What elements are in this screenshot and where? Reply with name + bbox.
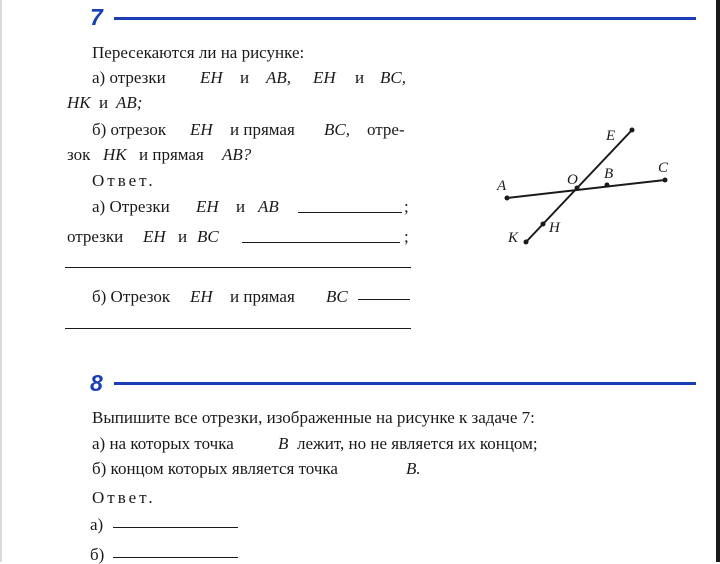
answer-blank-b[interactable] bbox=[113, 557, 238, 558]
answer-a2-prefix: отрезки bbox=[67, 227, 124, 246]
segment-EH: EH bbox=[190, 287, 213, 306]
answer-blank-a[interactable] bbox=[113, 527, 238, 528]
conj: и прямая bbox=[230, 120, 295, 139]
answer-a-prefix: а) Отрезки bbox=[92, 197, 170, 216]
task-7-a-prefix: а) отрезки bbox=[92, 68, 166, 87]
segment-HK: HK bbox=[103, 145, 127, 164]
point-H bbox=[541, 222, 546, 227]
point-K bbox=[524, 240, 529, 245]
segment-EH: EH bbox=[143, 227, 166, 246]
conj: и bbox=[99, 93, 109, 112]
hyphenated-word: отре- bbox=[367, 120, 405, 139]
point-A bbox=[505, 196, 510, 201]
task-8-line2-prefix: а) на которых точка bbox=[92, 434, 234, 453]
segment-AB: AB, bbox=[266, 68, 292, 87]
segment-EH: EH bbox=[200, 68, 223, 87]
line-AB: AB? bbox=[222, 145, 252, 164]
point-B-ref: B. bbox=[406, 459, 421, 478]
conj: и bbox=[240, 68, 250, 87]
task-7-number: 7 bbox=[90, 4, 103, 30]
answer-blank-a[interactable] bbox=[298, 212, 402, 213]
answer-blank-a2[interactable] bbox=[242, 242, 400, 243]
point-C bbox=[663, 178, 668, 183]
segment-EH: EH bbox=[313, 68, 336, 87]
segment-HK: HK bbox=[67, 93, 91, 112]
task-8-line2-suffix: лежит, но не является их концом; bbox=[297, 434, 538, 453]
segment-EH: EH bbox=[190, 120, 213, 139]
segment-BC: BC bbox=[197, 227, 219, 246]
page-edge-left bbox=[0, 0, 2, 562]
label-K: K bbox=[508, 230, 519, 246]
task-7-header-rule bbox=[114, 17, 696, 20]
label-O: O bbox=[567, 172, 578, 188]
conj: и bbox=[355, 68, 365, 87]
task-8-line3-prefix: б) концом которых является точка bbox=[92, 459, 338, 478]
conj: и прямая bbox=[139, 145, 204, 164]
answer-a-label: а) bbox=[90, 515, 104, 534]
label-H: H bbox=[549, 220, 560, 236]
line-BC: BC, bbox=[324, 120, 350, 139]
conj: и прямая bbox=[230, 287, 295, 306]
segment-BC: BC, bbox=[380, 68, 406, 87]
answer-b-prefix: б) Отрезок bbox=[92, 287, 171, 306]
task-7-question: Пересекаются ли на рисунке: bbox=[92, 43, 305, 62]
point-B bbox=[605, 183, 610, 188]
hyphenated-word-end: зок bbox=[67, 145, 91, 164]
label-B: B bbox=[604, 166, 614, 182]
page-edge-right bbox=[716, 0, 720, 562]
segment-AB: AB bbox=[258, 197, 279, 216]
segment-AB: AB; bbox=[116, 93, 143, 112]
segment-EH: EH bbox=[196, 197, 219, 216]
conj: и bbox=[236, 197, 246, 216]
answer-label: Ответ. bbox=[92, 488, 156, 507]
task-8-header-rule bbox=[114, 382, 696, 385]
task-8-number: 8 bbox=[90, 370, 103, 396]
line-AC bbox=[507, 180, 665, 198]
point-E bbox=[630, 128, 635, 133]
label-A: A bbox=[497, 178, 507, 194]
answer-blank-line[interactable] bbox=[65, 328, 411, 329]
semicolon: ; bbox=[404, 197, 409, 216]
geometry-figure bbox=[480, 110, 700, 260]
conj: и bbox=[178, 227, 188, 246]
task-8-line1: Выпишите все отрезки, изображенные на рисунке к задаче 7: bbox=[92, 408, 535, 427]
semicolon: ; bbox=[404, 227, 409, 246]
answer-b-label: б) bbox=[90, 545, 105, 564]
label-E: E bbox=[606, 128, 616, 144]
point-B-ref: B bbox=[278, 434, 289, 453]
answer-blank-line[interactable] bbox=[65, 267, 411, 268]
task-7-b-prefix: б) отрезок bbox=[92, 120, 167, 139]
answer-blank-b[interactable] bbox=[358, 299, 410, 300]
label-C: C bbox=[658, 160, 669, 176]
answer-label: Ответ. bbox=[92, 171, 156, 190]
line-BC: BC bbox=[326, 287, 348, 306]
